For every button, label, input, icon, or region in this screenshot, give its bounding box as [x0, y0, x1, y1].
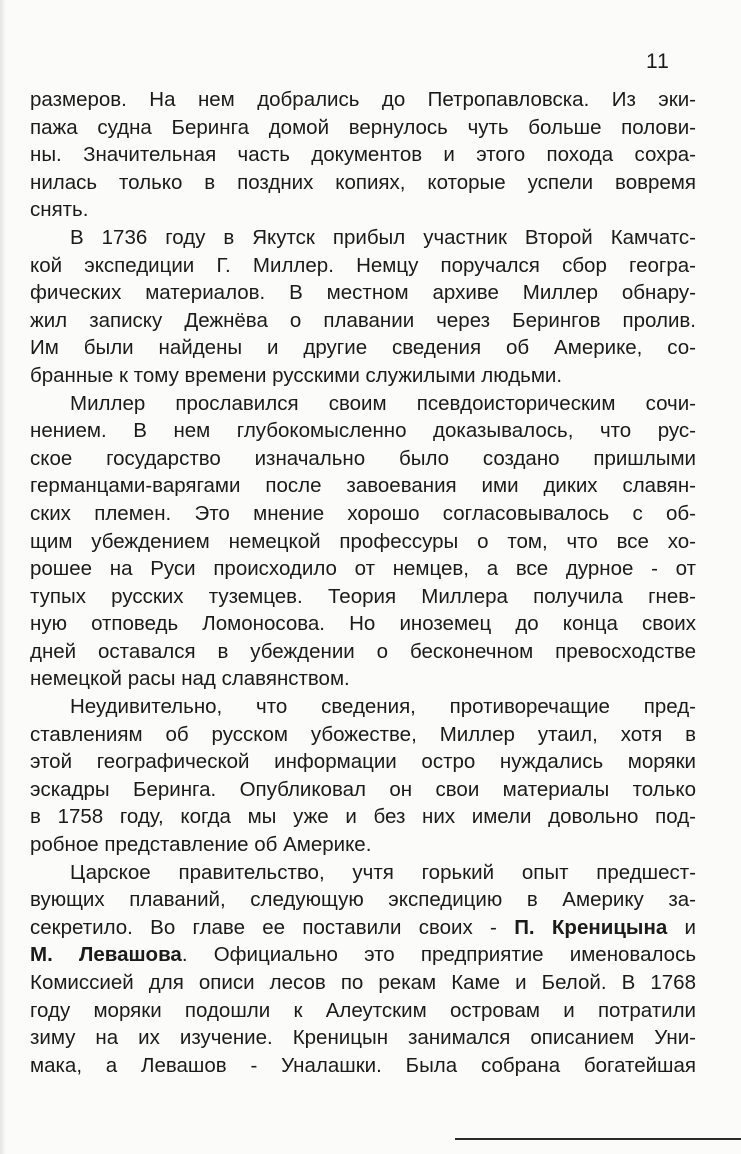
paragraph: [30, 224, 696, 390]
paragraph: [30, 859, 696, 1080]
text-line: нением. В нем глубокомысленно доказывалось, что рус-: [30, 419, 696, 443]
text-line: рошее на Руси происходило от немцев, а все дурное - от: [30, 557, 696, 581]
text-line: Комиссией для описи лесов по рекам Каме и Белой. В 1768: [30, 971, 696, 994]
paragraph: [30, 86, 696, 224]
text-line: ны. Значительная часть документов и этого похода сохра-: [30, 143, 696, 167]
person-name-krenitsyn: П. Креницына: [514, 915, 668, 939]
text-line: размеров. На нем добрались до Петропавловска. Из эки-: [30, 88, 696, 111]
text-line: нилась только в поздних копиях, которые успели вовремя: [30, 170, 696, 194]
text-line: фических материалов. В местном архиве Миллер обнару-: [30, 281, 696, 305]
text-line: дней оставался в убеждении о бесконечном превосходстве: [30, 639, 696, 663]
text-line: мака, а Левашов - Уналашки. Была собрана богатейшая: [30, 1053, 696, 1077]
text-line: вующих плаваний, следующую экспедицию в Америку за-: [30, 888, 696, 912]
text-line: в 1758 году, когда мы уже и без них имели довольно под-: [30, 805, 696, 829]
text-run: секретило. Во главе ее поставили своих -: [30, 915, 515, 939]
text-line: германцами-варягами после завоевания ими диких славян-: [30, 474, 696, 498]
page-edge-shadow: [0, 0, 6, 1154]
text-line: кой экспедиции Г. Миллер. Немцу поручался сбор геогра-: [30, 253, 696, 277]
text-line: ставлениям об русском убожестве, Миллер утаил, хотя в: [30, 722, 696, 746]
text-line: году моряки подошли к Алеутским островам и потратили: [30, 998, 696, 1022]
body-text: [30, 86, 696, 1079]
text-line: пажа судна Беринга домой вернулось чуть больше полови-: [30, 115, 696, 139]
text-line: В 1736 году в Якутск прибыл участник Второй Камчатс-: [70, 225, 696, 249]
paragraph: [30, 693, 696, 859]
text-line: зиму на их изучение. Креницын занимался описанием Уни-: [30, 1026, 696, 1050]
text-line: снять.: [30, 198, 89, 222]
paragraph: [30, 390, 696, 694]
text-line: Царское правительство, учтя горький опыт предшест-: [70, 860, 696, 884]
text-line: щим убеждением немецкой профессуры о том, что все хо-: [30, 529, 696, 553]
text-line: этой географической информации остро нуждались моряки: [30, 750, 696, 774]
text-line: ную отповедь Ломоносова. Но иноземец до конца своих: [30, 612, 696, 636]
text-line: ское государство изначально было создано пришлыми: [30, 446, 696, 470]
text-line: жил записку Дежнёва о плавании через Берингов пролив.: [30, 308, 696, 332]
text-line: тупых русских туземцев. Теория Миллера получила гнев-: [30, 584, 696, 608]
text-line: Им были найдены и другие сведения об Америке, со-: [30, 336, 696, 360]
text-run: . Официально это предприятие именовалось: [181, 943, 697, 967]
text-line: Неудивительно, что сведения, противоречащие пред-: [70, 695, 696, 719]
text-line: робное представление об Америке.: [30, 833, 372, 857]
bottom-rule: [455, 1138, 741, 1140]
text-line: [30, 941, 696, 969]
text-line: эскадры Беринга. Опубликовал он свои материалы только: [30, 777, 696, 801]
text-run: и: [667, 915, 696, 939]
page-number: 11: [646, 50, 670, 73]
text-line: немецкой расы над славянством.: [30, 667, 350, 691]
text-line: Миллер прославился своим псевдоисторическим сочи-: [70, 391, 696, 415]
text-line: бранные к тому времени русскими служилыми людьми.: [30, 363, 563, 387]
text-line: [30, 914, 696, 942]
person-name-levashov: М. Левашова: [30, 943, 182, 967]
text-line: ских племен. Это мнение хорошо согласовывалось с об-: [30, 501, 696, 525]
